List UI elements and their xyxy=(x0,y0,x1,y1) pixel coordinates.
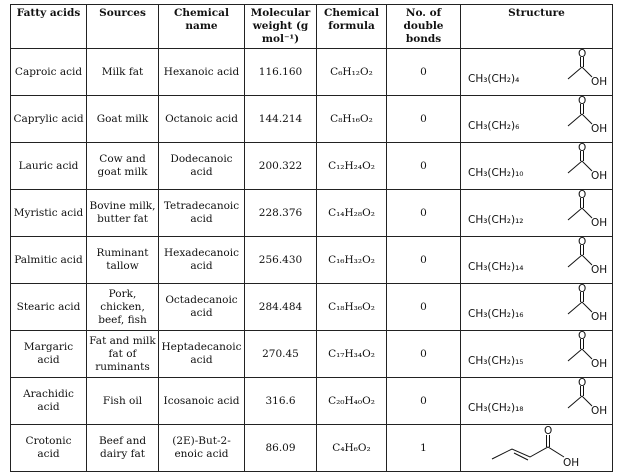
structure-drawing xyxy=(461,378,613,425)
molecular-weight: 316.6 xyxy=(245,378,317,425)
structure-svg xyxy=(462,143,612,185)
chemical-name: Tetradecanoic acid xyxy=(159,190,245,237)
oxygen-label: O xyxy=(577,49,586,60)
chemical-name: Icosanoic acid xyxy=(159,378,245,425)
header-molecular-weight: Molecular weight (g mol⁻¹) xyxy=(245,5,317,49)
chemical-formula: C₂₀H₄₀O₂ xyxy=(317,378,387,425)
chemical-formula: C₁₆H₃₂O₂ xyxy=(317,237,387,284)
molecular-weight: 228.376 xyxy=(245,190,317,237)
chemical-name: Hexadecanoic acid xyxy=(159,237,245,284)
double-bond-count: 0 xyxy=(387,49,461,96)
structure-drawing xyxy=(461,96,613,143)
header-chemical-name: Chemical name xyxy=(159,5,245,49)
structure-svg xyxy=(462,190,612,232)
structure-drawing xyxy=(461,143,613,190)
chemical-formula: C₆H₁₂O₂ xyxy=(317,49,387,96)
fatty-acid-name: Palmitic acid xyxy=(11,237,87,284)
table-row xyxy=(11,331,613,378)
header-fatty-acids: Fatty acids xyxy=(11,5,87,49)
chemical-formula: C₁₄H₂₈O₂ xyxy=(317,190,387,237)
chain-formula: CH₃(CH₂)₁₆ xyxy=(467,308,523,320)
fatty-acid-name: Myristic acid xyxy=(11,190,87,237)
oxygen-label: O xyxy=(577,284,586,295)
header-chemical-formula: Chemical formula xyxy=(317,5,387,49)
molecular-weight: 256.430 xyxy=(245,237,317,284)
double-bond-count: 0 xyxy=(387,190,461,237)
structure-svg xyxy=(462,331,612,373)
header-double-bonds: No. of double bonds xyxy=(387,5,461,49)
double-bond-count: 0 xyxy=(387,378,461,425)
source: Milk fat xyxy=(87,49,159,96)
table-row xyxy=(11,190,613,237)
chain-formula: CH₃(CH₂)₁₄ xyxy=(467,261,523,273)
molecular-weight: 116.160 xyxy=(245,49,317,96)
structure-drawing xyxy=(461,190,613,237)
fatty-acid-name: Caprylic acid xyxy=(11,96,87,143)
structure-svg xyxy=(462,284,612,326)
table-row xyxy=(11,96,613,143)
fatty-acid-name: Lauric acid xyxy=(11,143,87,190)
structure-drawing xyxy=(461,331,613,378)
chain-formula: CH₃(CH₂)₄ xyxy=(467,73,519,85)
fatty-acid-name: Caproic acid xyxy=(11,49,87,96)
structure-drawing xyxy=(461,284,613,331)
chemical-formula: C₁₈H₃₆O₂ xyxy=(317,284,387,331)
oxygen-label: O xyxy=(577,96,586,107)
source: Pork, chicken, beef, fish xyxy=(87,284,159,331)
source: Fish oil xyxy=(87,378,159,425)
molecular-weight: 144.214 xyxy=(245,96,317,143)
double-bond-count: 0 xyxy=(387,96,461,143)
chemical-name: Dodecanoic acid xyxy=(159,143,245,190)
double-bond-count: 0 xyxy=(387,331,461,378)
source: Goat milk xyxy=(87,96,159,143)
chemical-name: Octadecanoic acid xyxy=(159,284,245,331)
table-row xyxy=(11,49,613,96)
structure-svg xyxy=(462,237,612,279)
table-row xyxy=(11,237,613,284)
oxygen-label: O xyxy=(577,378,586,389)
chemical-formula: C₄H₆O₂ xyxy=(317,425,387,472)
hydroxyl-label: OH xyxy=(590,405,607,417)
structure-svg xyxy=(462,49,612,91)
hydroxyl-label: OH xyxy=(590,123,607,135)
fatty-acid-table xyxy=(10,4,613,472)
hydroxyl-label: OH xyxy=(590,358,607,370)
fatty-acid-name: Stearic acid xyxy=(11,284,87,331)
chemical-formula: C₁₂H₂₄O₂ xyxy=(317,143,387,190)
oxygen-label: O xyxy=(577,190,586,201)
header-sources: Sources xyxy=(87,5,159,49)
molecular-weight: 284.484 xyxy=(245,284,317,331)
source: Bovine milk, butter fat xyxy=(87,190,159,237)
fatty-acid-name: Margaric acid xyxy=(11,331,87,378)
structure-svg xyxy=(462,378,612,420)
chemical-name: (2E)-But-2-enoic acid xyxy=(159,425,245,472)
chain-formula: CH₃(CH₂)₁₀ xyxy=(467,167,523,179)
double-bond-count: 1 xyxy=(387,425,461,472)
molecular-weight: 200.322 xyxy=(245,143,317,190)
chemical-name: Heptadecanoic acid xyxy=(159,331,245,378)
table-row xyxy=(11,143,613,190)
structure-svg xyxy=(462,96,612,138)
chain-formula: CH₃(CH₂)₁₅ xyxy=(467,355,523,367)
header-row xyxy=(11,5,613,49)
source: Beef and dairy fat xyxy=(87,425,159,472)
double-bond-count: 0 xyxy=(387,284,461,331)
chemical-name: Hexanoic acid xyxy=(159,49,245,96)
structure-drawing xyxy=(461,49,613,96)
chemical-formula: C₁₇H₃₄O₂ xyxy=(317,331,387,378)
molecular-weight: 270.45 xyxy=(245,331,317,378)
fatty-acid-name: Arachidic acid xyxy=(11,378,87,425)
table-row xyxy=(11,284,613,331)
chemical-formula: C₈H₁₆O₂ xyxy=(317,96,387,143)
structure-drawing xyxy=(461,425,613,472)
double-bond-count: 0 xyxy=(387,143,461,190)
chain-formula: CH₃(CH₂)₁₂ xyxy=(467,214,523,226)
oxygen-label: O xyxy=(577,143,586,154)
chain-formula: CH₃(CH₂)₁₈ xyxy=(467,402,523,414)
hydroxyl-label: OH xyxy=(590,217,607,229)
fatty-acid-table-sheet xyxy=(10,4,612,467)
hydroxyl-label: OH xyxy=(590,76,607,88)
structure-drawing xyxy=(461,237,613,284)
hydroxyl-label: OH xyxy=(590,264,607,276)
source: Ruminant tallow xyxy=(87,237,159,284)
fatty-acid-name: Crotonic acid xyxy=(11,425,87,472)
header-structure: Structure xyxy=(461,5,613,49)
oxygen-label: O xyxy=(577,237,586,248)
hydroxyl-label: OH xyxy=(590,170,607,182)
source: Fat and milk fat of ruminants xyxy=(87,331,159,378)
oxygen-label: O xyxy=(543,425,552,437)
hydroxyl-label: OH xyxy=(562,457,579,467)
molecular-weight: 86.09 xyxy=(245,425,317,472)
hydroxyl-label: OH xyxy=(590,311,607,323)
chain-formula: CH₃(CH₂)₆ xyxy=(467,120,519,132)
table-row xyxy=(11,425,613,472)
table-row xyxy=(11,378,613,425)
chemical-name: Octanoic acid xyxy=(159,96,245,143)
source: Cow and goat milk xyxy=(87,143,159,190)
oxygen-label: O xyxy=(577,331,586,342)
double-bond-count: 0 xyxy=(387,237,461,284)
